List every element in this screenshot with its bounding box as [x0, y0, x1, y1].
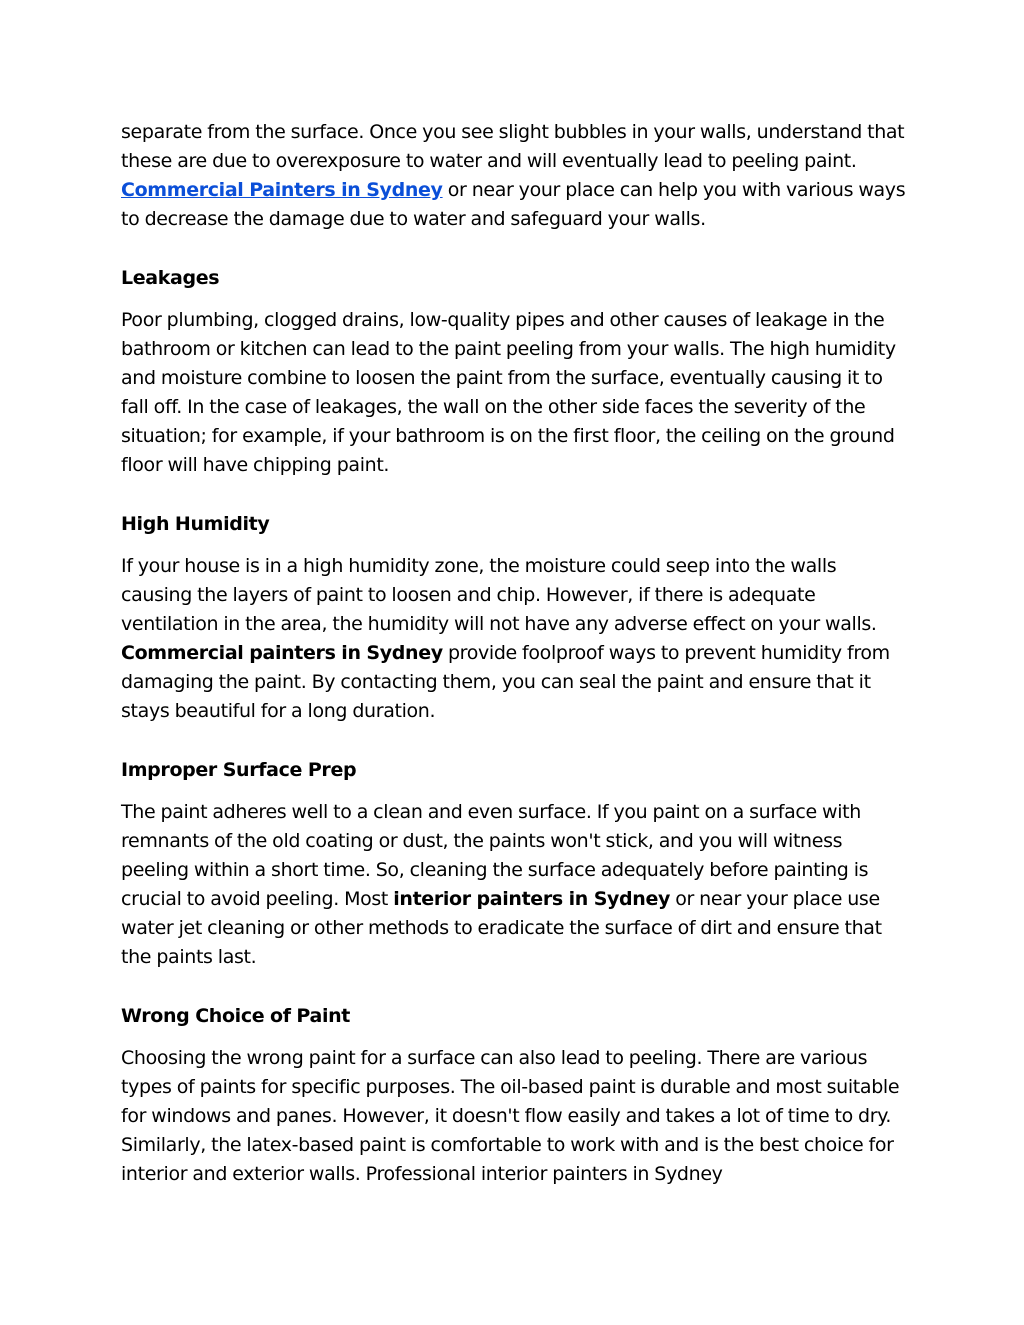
- body-text: The paint adheres well to a clean and even surface. If you paint on a surface with remnants of the old coating or dust, the paints won't stick, and you will witness peeling within a short time. So, cleaning the surface adequately before painting is crucial to avoid peeling. Most: [121, 801, 869, 910]
- section-body-high-humidity: [121, 552, 911, 726]
- section-body-improper-surface-prep: [121, 798, 911, 972]
- section-heading-leakages: Leakages: [121, 267, 220, 289]
- body-text: or near your place use water jet cleaning or other methods to eradicate the surface of dirt and ensure that the paints last.: [121, 888, 882, 968]
- body-text: provide foolproof ways to prevent humidity from damaging the paint. By contacting them, you can seal the paint and ensure that it stays beautiful for a long duration.: [121, 642, 890, 722]
- bold-phrase: interior painters in Sydney: [393, 888, 671, 910]
- intro-text-before-link: separate from the surface. Once you see slight bubbles in your walls, understand that these are due to overexposure to water and will eventually lead to peeling paint.: [121, 121, 905, 172]
- document-page: [121, 118, 911, 1189]
- commercial-painters-link[interactable]: Commercial Painters in Sydney: [121, 179, 443, 201]
- section-heading-wrong-choice-of-paint: Wrong Choice of Paint: [121, 1005, 351, 1027]
- section-body-leakages: Poor plumbing, clogged drains, low-quality pipes and other causes of leakage in the bathroom or kitchen can lead to the paint peeling from your walls. The high humidity and moisture combine to loosen the paint from the surface, eventually causing it to fall off. In the case of leakages, the wall on the other side faces the severity of the situation; for example, if your bathroom is on the first floor, the ceiling on the ground floor will have chipping paint.: [121, 309, 896, 476]
- section-heading-improper-surface-prep: Improper Surface Prep: [121, 759, 357, 781]
- bold-phrase: Commercial painters in Sydney: [121, 642, 443, 664]
- section-body-wrong-choice-of-paint: Choosing the wrong paint for a surface can also lead to peeling. There are various types of paints for specific purposes. The oil-based paint is durable and most suitable for windows and panes. However, it doesn't flow easily and takes a lot of time to dry. Similarly, the latex-based paint is comfortable to work with and is the best choice for interior and exterior walls. Professional interior painters in Sydney: [121, 1047, 900, 1185]
- body-text: If your house is in a high humidity zone, the moisture could seep into the walls causing the layers of paint to loosen and chip. However, if there is adequate ventilation in the area, the humidity will not have any adverse effect on your walls.: [121, 555, 877, 635]
- intro-paragraph: [121, 118, 911, 234]
- section-heading-high-humidity: High Humidity: [121, 513, 270, 535]
- intro-text-after-link: or near your place can help you with various ways to decrease the damage due to water and safeguard your walls.: [121, 179, 906, 230]
